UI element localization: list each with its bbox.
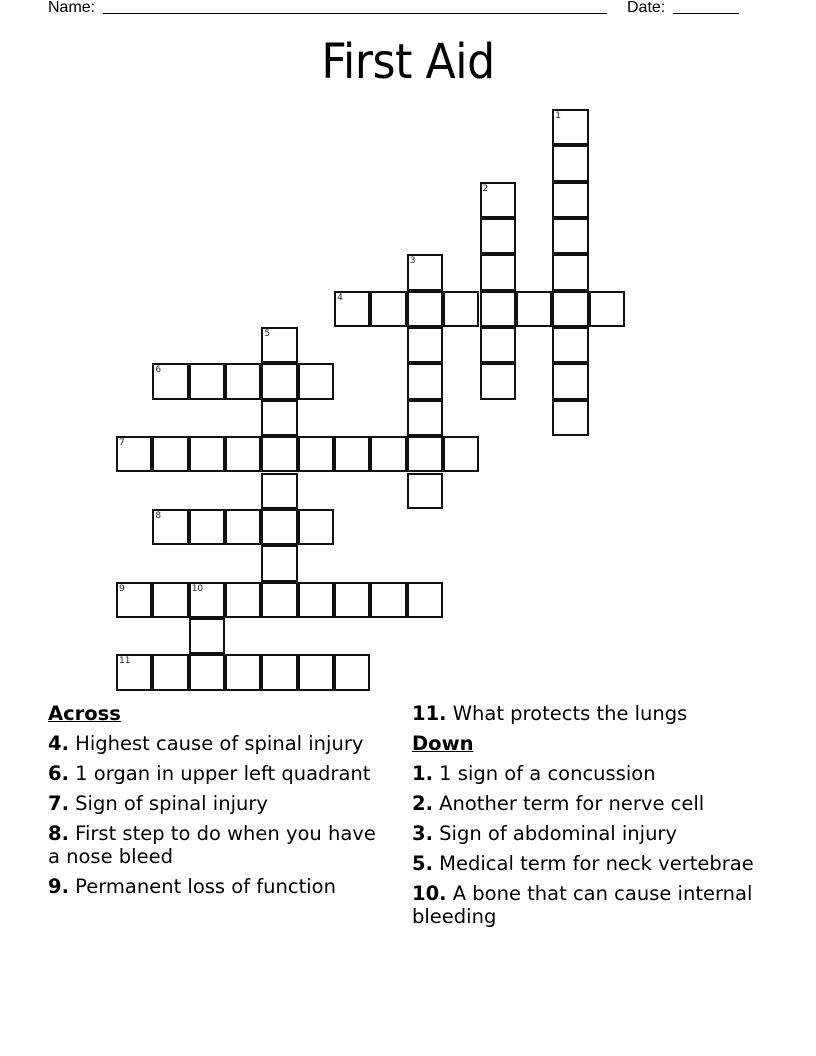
crossword-cell[interactable]	[480, 363, 516, 399]
cell-number: 6	[155, 365, 162, 376]
crossword-cell[interactable]	[480, 291, 516, 327]
crossword-cell[interactable]	[189, 509, 225, 545]
crossword-cell[interactable]	[370, 582, 406, 618]
crossword-cell[interactable]	[298, 582, 334, 618]
crossword-cell[interactable]	[480, 182, 516, 218]
cell-number: 8	[155, 510, 162, 521]
crossword-cell[interactable]	[480, 218, 516, 254]
crossword-cell[interactable]	[189, 582, 225, 618]
clue-text: Another term for nerve cell	[432, 792, 705, 815]
cell-number: 1	[555, 111, 561, 121]
clue-text: 1 organ in upper left quadrant	[68, 762, 371, 785]
crossword-cell[interactable]	[552, 182, 588, 218]
crossword-cell[interactable]	[552, 109, 588, 145]
crossword-cell[interactable]	[225, 654, 261, 690]
clue-across-11	[412, 702, 762, 725]
crossword-cell[interactable]	[407, 254, 443, 290]
date-label: Date:	[627, 0, 666, 16]
clue-text: 1 sign of a concussion	[432, 762, 656, 785]
crossword-cell[interactable]	[261, 654, 297, 690]
clue-number: 10.	[412, 882, 447, 905]
crossword-cell[interactable]	[152, 582, 188, 618]
crossword-cell[interactable]	[407, 473, 443, 509]
crossword-cell[interactable]	[589, 291, 625, 327]
crossword-cell[interactable]	[298, 436, 334, 472]
crossword-cell[interactable]	[298, 363, 334, 399]
crossword-cell[interactable]	[116, 436, 152, 472]
clue-number: 11.	[412, 702, 447, 725]
crossword-cell[interactable]	[189, 436, 225, 472]
crossword-cell[interactable]	[261, 545, 297, 581]
crossword-cell[interactable]	[152, 654, 188, 690]
crossword-cell[interactable]	[225, 363, 261, 399]
crossword-cell[interactable]	[152, 363, 188, 399]
clue-number: 7.	[48, 792, 69, 815]
cell-number: 5	[264, 329, 271, 340]
crossword-cell[interactable]	[334, 291, 370, 327]
clue-text: Sign of abdominal injury	[432, 822, 677, 845]
crossword-cell[interactable]	[116, 582, 152, 618]
clue-across-6	[48, 762, 383, 785]
clue-number: 8.	[48, 822, 69, 845]
crossword-cell[interactable]	[334, 436, 370, 472]
cell-number: 11	[119, 656, 131, 667]
crossword-cell[interactable]	[407, 291, 443, 327]
crossword-cell[interactable]	[552, 363, 588, 399]
clue-across-4	[48, 732, 383, 755]
crossword-cell[interactable]	[225, 436, 261, 472]
clue-down-5	[412, 852, 762, 875]
crossword-cell[interactable]	[298, 509, 334, 545]
crossword-cell[interactable]	[407, 436, 443, 472]
cell-number: 4	[337, 292, 343, 303]
crossword-cell[interactable]	[552, 145, 588, 181]
down-heading: Down	[412, 732, 474, 755]
clue-across-7	[48, 792, 383, 815]
crossword-cell[interactable]	[552, 327, 588, 363]
crossword-cell[interactable]	[334, 654, 370, 690]
crossword-cell[interactable]	[189, 363, 225, 399]
cell-number: 2	[482, 183, 489, 194]
crossword-cell[interactable]	[407, 400, 443, 436]
crossword-cell[interactable]	[370, 291, 406, 327]
crossword-cell[interactable]	[225, 509, 261, 545]
crossword-cell[interactable]	[261, 363, 297, 399]
clue-across-9	[48, 875, 383, 898]
crossword-cell[interactable]	[116, 654, 152, 690]
crossword-cell[interactable]	[552, 218, 588, 254]
clue-number: 3.	[412, 822, 433, 845]
cell-number: 9	[119, 583, 125, 594]
name-label: Name:	[48, 0, 96, 16]
crossword-cell[interactable]	[189, 618, 225, 654]
clue-down-10	[412, 882, 762, 928]
crossword-cell[interactable]	[407, 363, 443, 399]
clue-number: 2.	[412, 792, 433, 815]
crossword-cell[interactable]	[261, 509, 297, 545]
page-title: First Aid	[321, 34, 495, 90]
crossword-cell[interactable]	[480, 254, 516, 290]
clue-text: What protects the lungs	[446, 702, 688, 725]
clue-down-1	[412, 762, 762, 785]
cell-number: 7	[119, 438, 125, 449]
clue-text: A bone that can cause internal bleeding	[412, 882, 753, 928]
clue-text: First step to do when you have a nose bleed	[48, 822, 376, 868]
clue-down-2	[412, 792, 762, 815]
crossword-cell[interactable]	[152, 509, 188, 545]
crossword-cell[interactable]	[552, 291, 588, 327]
crossword-cell[interactable]	[552, 400, 588, 436]
crossword-cell[interactable]	[334, 582, 370, 618]
cell-number: 10	[191, 583, 204, 594]
crossword-cell[interactable]	[516, 291, 552, 327]
crossword-cell[interactable]	[261, 327, 297, 363]
cell-number: 3	[409, 256, 416, 267]
clue-number: 9.	[48, 875, 69, 898]
clues-column-left	[48, 702, 383, 905]
clue-number: 1.	[412, 762, 433, 785]
clue-number: 4.	[48, 732, 69, 755]
crossword-cell[interactable]	[261, 436, 297, 472]
clue-text: Sign of spinal injury	[68, 792, 268, 815]
crossword-cell[interactable]	[370, 436, 406, 472]
clue-text: Highest cause of spinal injury	[68, 732, 364, 755]
crossword-cell[interactable]	[261, 473, 297, 509]
crossword-cell[interactable]	[407, 582, 443, 618]
clue-across-8	[48, 822, 383, 868]
clue-number: 5.	[412, 852, 433, 875]
crossword-cell[interactable]	[407, 327, 443, 363]
crossword-cell[interactable]	[443, 436, 479, 472]
crossword-cell[interactable]	[443, 291, 479, 327]
clue-number: 6.	[48, 762, 69, 785]
crossword-cell[interactable]	[298, 654, 334, 690]
crossword-cell[interactable]	[152, 436, 188, 472]
clue-text: Medical term for neck vertebrae	[432, 852, 754, 875]
crossword-cell[interactable]	[261, 582, 297, 618]
crossword-cell[interactable]	[225, 582, 261, 618]
across-heading: Across	[48, 702, 121, 725]
crossword-cell[interactable]	[552, 254, 588, 290]
crossword-cell[interactable]	[261, 400, 297, 436]
clue-text: Permanent loss of function	[68, 875, 336, 898]
clue-down-3	[412, 822, 762, 845]
crossword-cell[interactable]	[189, 654, 225, 690]
crossword-cell[interactable]	[480, 327, 516, 363]
clues-column-right	[412, 702, 762, 935]
